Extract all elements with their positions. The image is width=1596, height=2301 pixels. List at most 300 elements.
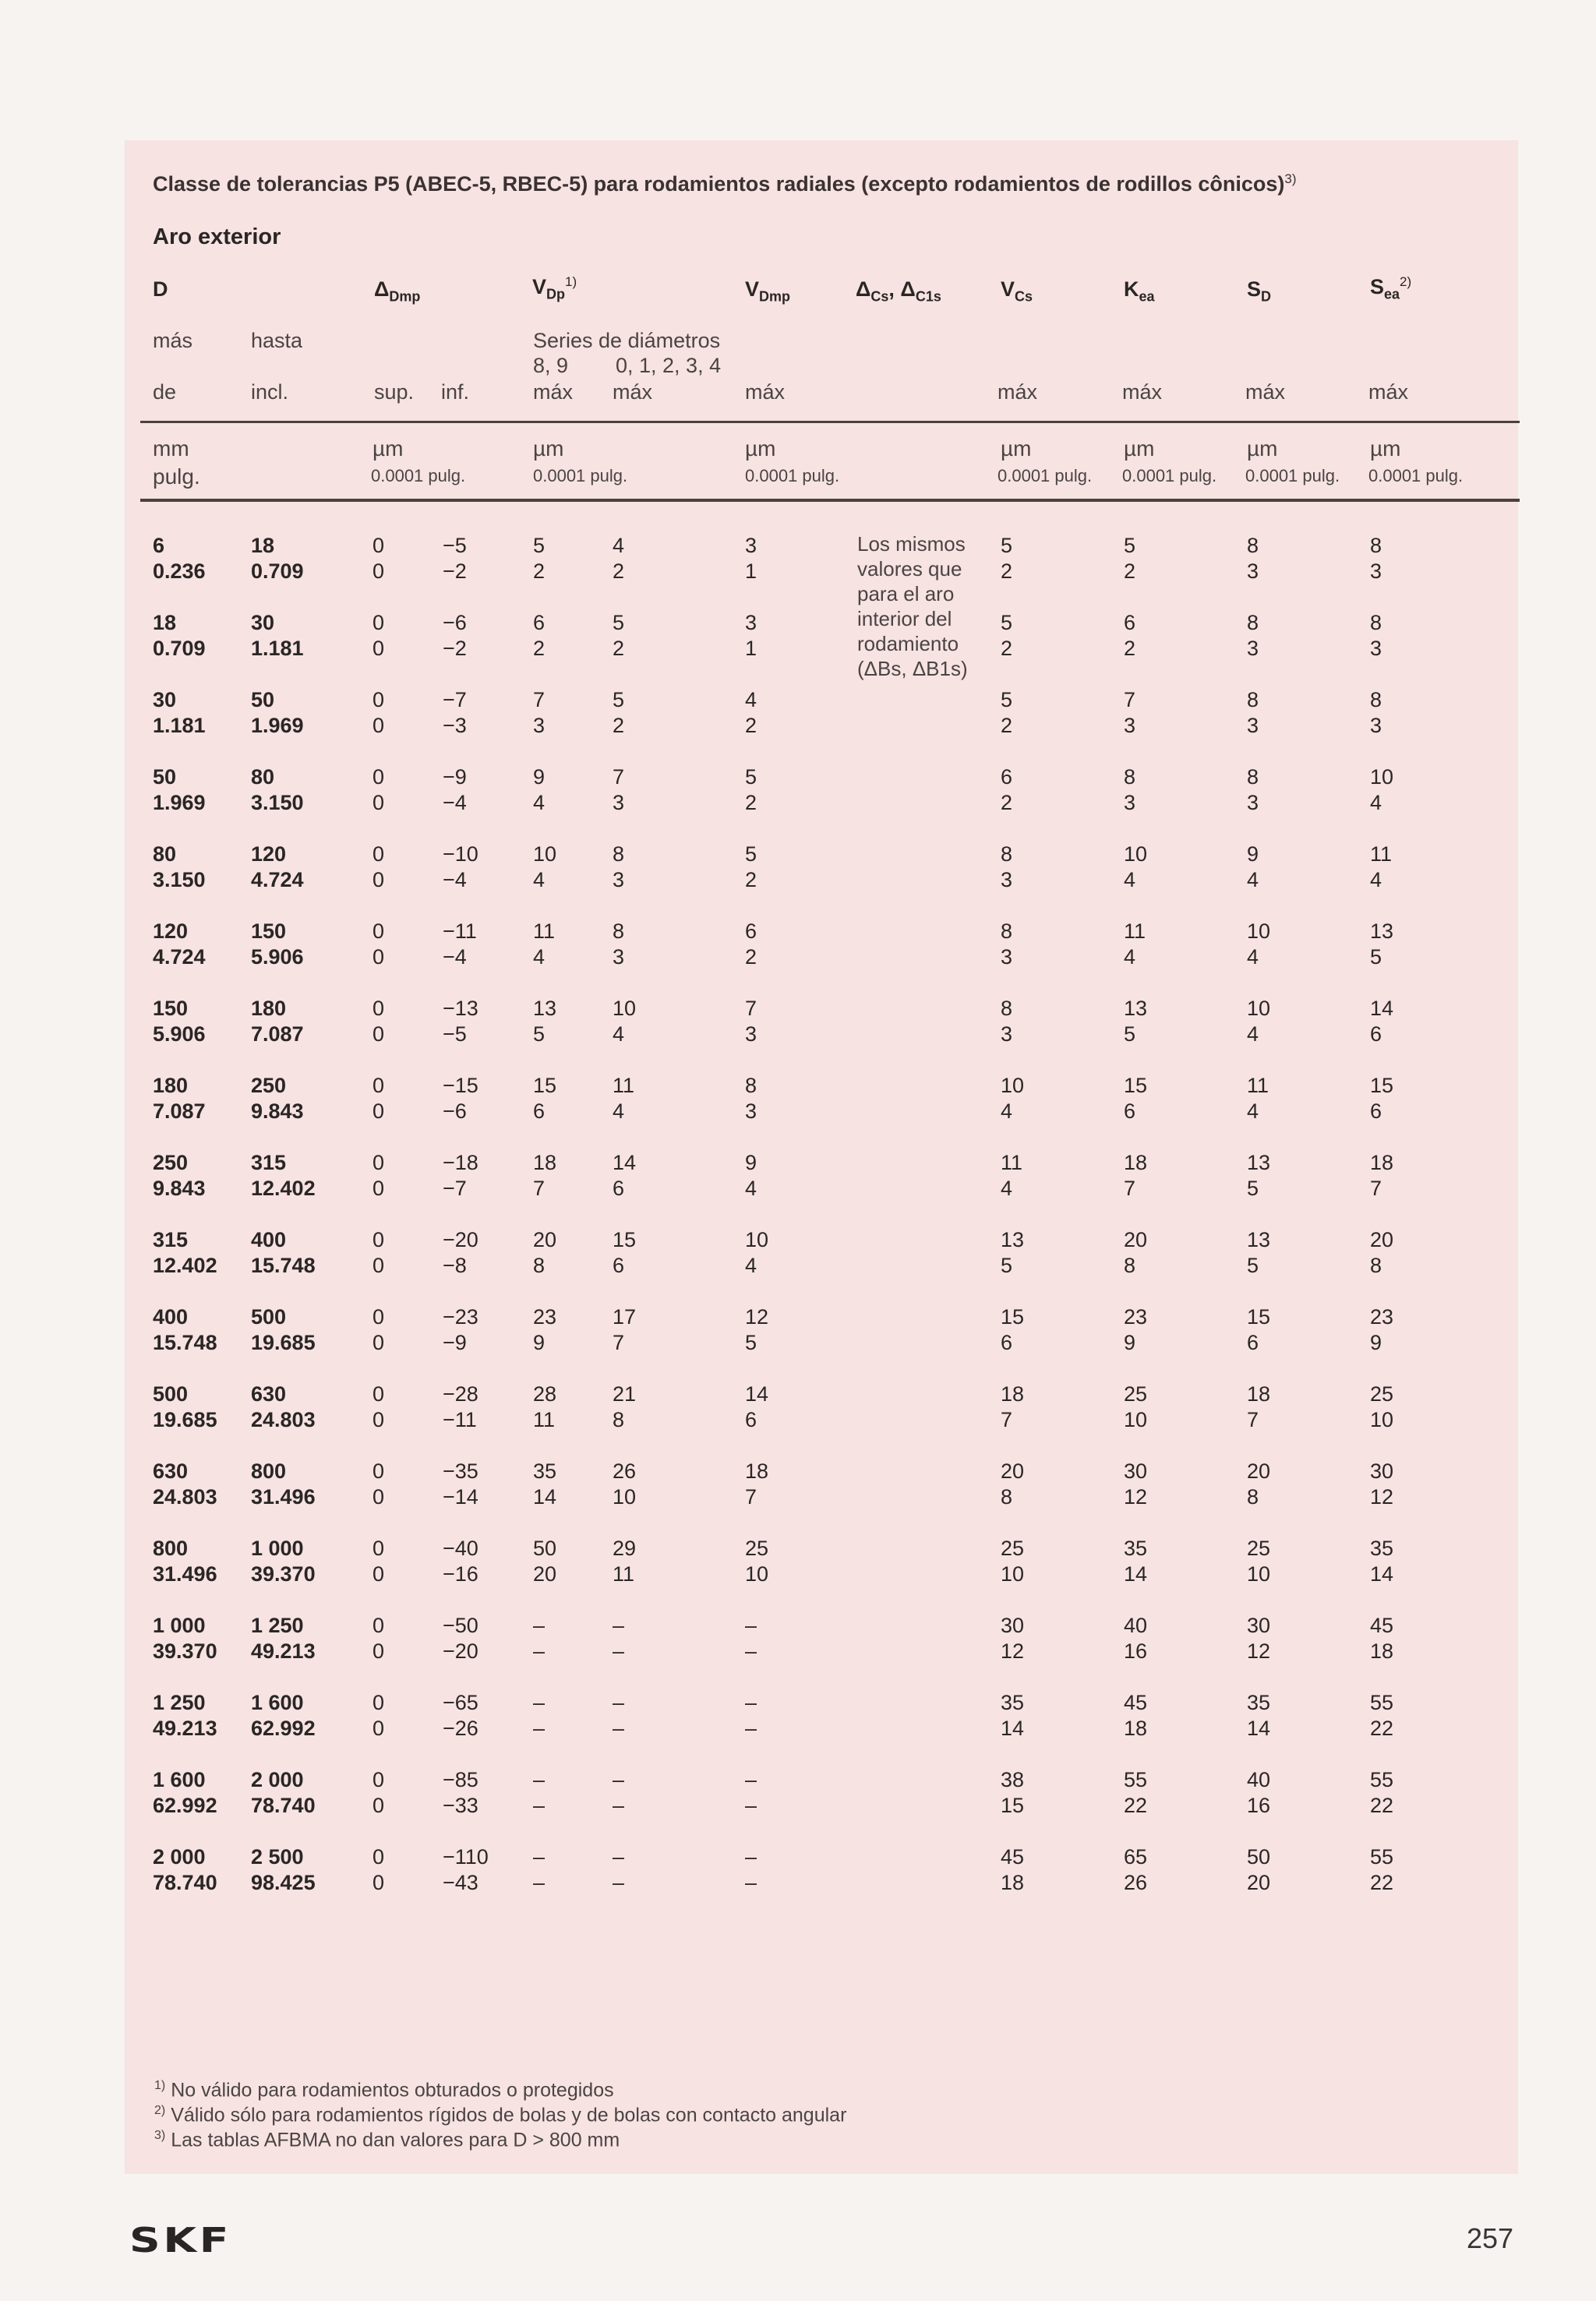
cell-sup-inch: 0 bbox=[373, 868, 385, 891]
cell-d2 bbox=[251, 1613, 316, 1664]
cell-d1 bbox=[153, 919, 206, 970]
unit-pulg-vdmp: 0.0001 pulg. bbox=[745, 466, 840, 485]
cell-d1 bbox=[153, 610, 206, 662]
cell-d1 bbox=[153, 1459, 217, 1510]
cell-d1 bbox=[153, 687, 206, 739]
cell-inf-inch: −9 bbox=[443, 1331, 467, 1354]
cell-sd-inch: 3 bbox=[1247, 714, 1259, 737]
cell-sup-inch: 0 bbox=[373, 1022, 385, 1046]
cell-sd-inch: 10 bbox=[1247, 1562, 1271, 1586]
cell-vcs-metric: 8 bbox=[1001, 919, 1013, 943]
cell-sup-inch: 0 bbox=[373, 1562, 385, 1586]
cell-inf-metric: −15 bbox=[443, 1074, 478, 1097]
cell-sup-metric: 0 bbox=[373, 919, 385, 943]
cell-vcs-metric: 38 bbox=[1001, 1768, 1025, 1791]
unit-um-kea: µm bbox=[1124, 436, 1155, 461]
cell-vdp2-inch: 2 bbox=[613, 559, 625, 583]
cell-vdp1-inch: 11 bbox=[533, 1408, 556, 1431]
units-rule bbox=[140, 499, 1520, 502]
cell-kea-inch: 7 bbox=[1124, 1177, 1136, 1200]
cell-sd-metric: 30 bbox=[1247, 1614, 1271, 1637]
cell-vdp1-inch: 2 bbox=[533, 637, 546, 660]
cell-inf bbox=[443, 610, 467, 662]
cell-sd-inch: 3 bbox=[1247, 559, 1259, 583]
cell-d2-metric: 180 bbox=[251, 997, 287, 1020]
cell-vdp1-metric: 11 bbox=[533, 919, 556, 943]
cell-sup-metric: 0 bbox=[373, 1151, 385, 1174]
cell-vdp1 bbox=[533, 610, 545, 662]
cell-vdp1-inch: 5 bbox=[533, 1022, 546, 1046]
cell-d2-inch: 1.181 bbox=[251, 637, 304, 660]
header-delta-cs: $\Delta_{Cs}$, $\Delta_{C1s}$ bbox=[856, 277, 941, 305]
cell-vdp2-metric: 14 bbox=[613, 1151, 637, 1174]
cell-inf bbox=[443, 764, 467, 816]
cell-kea bbox=[1124, 610, 1135, 662]
cell-vdp1-metric: 6 bbox=[533, 611, 546, 634]
cell-inf bbox=[443, 1767, 478, 1819]
cell-inf-metric: −18 bbox=[443, 1151, 478, 1174]
cell-vdmp-metric: – bbox=[745, 1768, 757, 1791]
cell-sup-metric: 0 bbox=[373, 765, 385, 789]
cell-vdmp-metric: – bbox=[745, 1691, 757, 1714]
cell-d1-inch: 39.370 bbox=[153, 1639, 217, 1663]
cell-vdp2 bbox=[613, 996, 636, 1047]
cell-kea bbox=[1124, 687, 1135, 739]
cell-sup bbox=[373, 687, 384, 739]
cell-vdp2-inch: 3 bbox=[613, 791, 625, 814]
cell-inf-metric: −110 bbox=[443, 1845, 489, 1869]
header-mas: más bbox=[153, 329, 193, 352]
cell-vdp1 bbox=[533, 533, 545, 584]
table-row bbox=[0, 1613, 1596, 1664]
cell-vdmp bbox=[745, 996, 757, 1047]
cell-d2-metric: 1 250 bbox=[251, 1614, 304, 1637]
cell-kea-metric: 55 bbox=[1124, 1768, 1148, 1791]
cell-vdmp-inch: 6 bbox=[745, 1408, 757, 1431]
unit-pulg-vcs: 0.0001 pulg. bbox=[998, 466, 1093, 485]
cell-sea bbox=[1370, 1690, 1393, 1742]
cell-vdmp bbox=[745, 1382, 768, 1433]
cell-d2-inch: 5.906 bbox=[251, 945, 304, 969]
cell-sd bbox=[1247, 1073, 1269, 1124]
cell-d2-metric: 30 bbox=[251, 611, 275, 634]
cell-vcs-metric: 45 bbox=[1001, 1845, 1025, 1869]
cell-vdp1-inch: 7 bbox=[533, 1177, 546, 1200]
cell-sup-metric: 0 bbox=[373, 1845, 385, 1869]
cell-sea bbox=[1370, 1459, 1393, 1510]
cell-kea bbox=[1124, 1536, 1147, 1587]
cell-sd-inch: 3 bbox=[1247, 637, 1259, 660]
cell-vdmp-inch: 5 bbox=[745, 1331, 757, 1354]
cell-d1-metric: 800 bbox=[153, 1537, 189, 1560]
cell-sea-metric: 30 bbox=[1370, 1459, 1394, 1483]
cell-sd bbox=[1247, 996, 1270, 1047]
cell-vdmp bbox=[745, 1690, 757, 1742]
cell-inf-metric: −9 bbox=[443, 765, 467, 789]
cell-inf bbox=[443, 533, 467, 584]
cell-vcs-inch: 2 bbox=[1001, 791, 1013, 814]
cell-vdp1 bbox=[533, 1844, 545, 1896]
cell-kea-inch: 2 bbox=[1124, 637, 1136, 660]
cell-kea-metric: 40 bbox=[1124, 1614, 1148, 1637]
cell-sup bbox=[373, 533, 384, 584]
cell-kea-metric: 10 bbox=[1124, 842, 1148, 866]
cell-sea bbox=[1370, 1304, 1393, 1356]
cell-sea-metric: 8 bbox=[1370, 534, 1382, 557]
cell-sd-inch: 4 bbox=[1247, 1022, 1259, 1046]
cell-inf-inch: −26 bbox=[443, 1717, 478, 1740]
cell-kea-metric: 65 bbox=[1124, 1845, 1148, 1869]
cell-sd bbox=[1247, 1459, 1270, 1510]
cell-inf-metric: −7 bbox=[443, 688, 467, 711]
cell-sup bbox=[373, 996, 384, 1047]
cell-sup-metric: 0 bbox=[373, 611, 385, 634]
cell-d1 bbox=[153, 1382, 217, 1433]
cell-d1-metric: 30 bbox=[153, 688, 177, 711]
cell-kea-metric: 6 bbox=[1124, 611, 1136, 634]
cell-sd-inch: 7 bbox=[1247, 1408, 1259, 1431]
cell-d1-inch: 3.150 bbox=[153, 868, 206, 891]
cell-inf-inch: −8 bbox=[443, 1254, 467, 1277]
cell-kea-metric: 35 bbox=[1124, 1537, 1148, 1560]
cell-inf bbox=[443, 1536, 478, 1587]
cell-vcs bbox=[1001, 687, 1012, 739]
cell-d1-metric: 180 bbox=[153, 1074, 189, 1097]
cell-sup bbox=[373, 1459, 384, 1510]
cell-sea-inch: 5 bbox=[1370, 945, 1382, 969]
cell-kea-metric: 30 bbox=[1124, 1459, 1148, 1483]
cell-vcs bbox=[1001, 1767, 1024, 1819]
cell-vdp1 bbox=[533, 764, 545, 816]
cell-sd-inch: 8 bbox=[1247, 1485, 1259, 1509]
cell-sup bbox=[373, 1073, 384, 1124]
cell-sup-inch: 0 bbox=[373, 1871, 385, 1894]
cell-d1-metric: 18 bbox=[153, 611, 177, 634]
header-max-vdp2: máx bbox=[613, 380, 653, 404]
cell-inf-inch: −4 bbox=[443, 791, 467, 814]
cell-sd-metric: 50 bbox=[1247, 1845, 1271, 1869]
cell-vdmp bbox=[745, 919, 757, 970]
cell-sea bbox=[1370, 533, 1382, 584]
cell-vdp1-metric: 23 bbox=[533, 1305, 557, 1329]
header-vdp: $V_{Dp}^{1)}$ bbox=[532, 274, 577, 302]
cell-d1-inch: 31.496 bbox=[153, 1562, 217, 1586]
cell-kea-inch: 3 bbox=[1124, 714, 1136, 737]
cell-d2 bbox=[251, 1844, 316, 1896]
cell-kea-inch: 18 bbox=[1124, 1717, 1148, 1740]
table-row bbox=[0, 610, 1596, 662]
cell-sd-metric: 10 bbox=[1247, 919, 1271, 943]
cell-vdp2 bbox=[613, 1613, 624, 1664]
cell-inf-inch: −4 bbox=[443, 868, 467, 891]
cell-d1-metric: 1 250 bbox=[153, 1691, 206, 1714]
cell-sup bbox=[373, 1690, 384, 1742]
cell-sd bbox=[1247, 1304, 1270, 1356]
cell-sup-inch: 0 bbox=[373, 1408, 385, 1431]
header-max-kea: máx bbox=[1122, 380, 1163, 404]
cell-vcs bbox=[1001, 1382, 1024, 1433]
cell-d2-metric: 1 000 bbox=[251, 1537, 304, 1560]
cell-d1 bbox=[153, 1767, 217, 1819]
cell-vdmp-inch: 2 bbox=[745, 791, 757, 814]
header-d: D bbox=[153, 277, 168, 301]
cell-sea-inch: 12 bbox=[1370, 1485, 1394, 1509]
unit-um-sd: µm bbox=[1247, 436, 1278, 461]
cell-d1-metric: 150 bbox=[153, 997, 189, 1020]
cell-sup bbox=[373, 764, 384, 816]
cell-vdmp-metric: 7 bbox=[745, 997, 757, 1020]
cell-sea-metric: 25 bbox=[1370, 1382, 1394, 1406]
cell-d2 bbox=[251, 533, 304, 584]
cell-vdp2-metric: 26 bbox=[613, 1459, 637, 1483]
cell-sea bbox=[1370, 687, 1382, 739]
cell-sea-inch: 18 bbox=[1370, 1639, 1394, 1663]
cell-inf-inch: −2 bbox=[443, 637, 467, 660]
cell-sd-metric: 8 bbox=[1247, 688, 1259, 711]
cell-sea-metric: 13 bbox=[1370, 919, 1394, 943]
cell-vdp2 bbox=[613, 1767, 624, 1819]
cell-kea-inch: 4 bbox=[1124, 868, 1136, 891]
cell-sea bbox=[1370, 1073, 1393, 1124]
cell-kea-metric: 11 bbox=[1124, 919, 1146, 943]
cell-d1-metric: 250 bbox=[153, 1151, 189, 1174]
cell-vdmp-metric: 3 bbox=[745, 611, 757, 634]
cell-sd-metric: 18 bbox=[1247, 1382, 1271, 1406]
cell-vcs bbox=[1001, 1227, 1024, 1279]
cell-vdp2-metric: 21 bbox=[613, 1382, 637, 1406]
cell-vdp1-inch: – bbox=[533, 1794, 546, 1817]
cell-sup-inch: 0 bbox=[373, 637, 385, 660]
cell-d2-metric: 250 bbox=[251, 1074, 287, 1097]
cell-sd-metric: 8 bbox=[1247, 765, 1259, 789]
cell-vdmp-metric: 4 bbox=[745, 688, 757, 711]
cell-d2 bbox=[251, 1304, 316, 1356]
cell-inf-inch: −2 bbox=[443, 559, 467, 583]
cell-inf-inch: −14 bbox=[443, 1485, 478, 1509]
cell-vdp1-inch: 3 bbox=[533, 714, 546, 737]
cell-kea-inch: 2 bbox=[1124, 559, 1136, 583]
cell-sd-metric: 35 bbox=[1247, 1691, 1271, 1714]
cell-sup bbox=[373, 1844, 384, 1896]
cell-vdp2-metric: 7 bbox=[613, 765, 625, 789]
cell-d1 bbox=[153, 1304, 217, 1356]
cell-kea bbox=[1124, 842, 1147, 893]
cell-kea-inch: 22 bbox=[1124, 1794, 1148, 1817]
cell-kea bbox=[1124, 996, 1147, 1047]
cell-d2-inch: 39.370 bbox=[251, 1562, 316, 1586]
header-max-sea: máx bbox=[1368, 380, 1409, 404]
cell-sd-inch: 14 bbox=[1247, 1717, 1271, 1740]
cell-vcs-metric: 11 bbox=[1001, 1151, 1023, 1174]
footnote-1: $^{1)}$ No válido para rodamientos obturados o protegidos bbox=[154, 2079, 614, 2102]
cell-d2-metric: 50 bbox=[251, 688, 275, 711]
cell-vdmp-inch: – bbox=[745, 1717, 757, 1740]
cell-inf-metric: −13 bbox=[443, 997, 478, 1020]
cell-vdp2-inch: 7 bbox=[613, 1331, 625, 1354]
cell-vcs bbox=[1001, 1459, 1024, 1510]
cell-vcs-inch: 2 bbox=[1001, 637, 1013, 660]
table-subtitle: Aro exterior bbox=[153, 224, 281, 249]
cell-vdp1-metric: 10 bbox=[533, 842, 557, 866]
cell-vdp2-inch: 4 bbox=[613, 1022, 625, 1046]
cell-inf-inch: −6 bbox=[443, 1099, 467, 1123]
cell-kea-inch: 26 bbox=[1124, 1871, 1148, 1894]
cell-sea bbox=[1370, 996, 1393, 1047]
unit-pulg-kea: 0.0001 pulg. bbox=[1122, 466, 1217, 485]
table-row bbox=[0, 996, 1596, 1047]
table-row bbox=[0, 1459, 1596, 1510]
cell-vcs-metric: 5 bbox=[1001, 611, 1013, 634]
cell-vdp1-inch: – bbox=[533, 1871, 546, 1894]
cell-vdp1-metric: 9 bbox=[533, 765, 546, 789]
cell-kea bbox=[1124, 1227, 1147, 1279]
cell-kea-metric: 13 bbox=[1124, 997, 1148, 1020]
cell-d2 bbox=[251, 687, 304, 739]
cell-d1-metric: 120 bbox=[153, 919, 189, 943]
cell-inf-inch: −20 bbox=[443, 1639, 478, 1663]
cell-vdp1-inch: 14 bbox=[533, 1485, 557, 1509]
cell-sup-metric: 0 bbox=[373, 1614, 385, 1637]
table-row bbox=[0, 533, 1596, 584]
cell-vdmp-metric: 14 bbox=[745, 1382, 769, 1406]
cell-sd-inch: 6 bbox=[1247, 1331, 1259, 1354]
cell-vdmp-inch: – bbox=[745, 1639, 757, 1663]
cell-sea bbox=[1370, 1227, 1393, 1279]
cell-vdp1-metric: 7 bbox=[533, 688, 546, 711]
unit-um-vdmp: µm bbox=[745, 436, 776, 461]
cell-d2-inch: 31.496 bbox=[251, 1485, 316, 1509]
table-row bbox=[0, 764, 1596, 816]
cell-sd-inch: 5 bbox=[1247, 1254, 1259, 1277]
cell-inf-inch: −16 bbox=[443, 1562, 478, 1586]
cell-sup bbox=[373, 1304, 384, 1356]
cell-d1-metric: 400 bbox=[153, 1305, 189, 1329]
cell-vdmp bbox=[745, 842, 757, 893]
cell-d2 bbox=[251, 610, 304, 662]
header-sup: sup. bbox=[374, 380, 415, 404]
cell-vcs-metric: 5 bbox=[1001, 534, 1013, 557]
cell-kea-metric: 45 bbox=[1124, 1691, 1148, 1714]
header-max-vdp1: máx bbox=[533, 380, 574, 404]
table-row bbox=[0, 842, 1596, 893]
cell-inf bbox=[443, 1844, 489, 1896]
cell-sea-metric: 18 bbox=[1370, 1151, 1394, 1174]
cell-sup-metric: 0 bbox=[373, 1691, 385, 1714]
cell-sd-metric: 8 bbox=[1247, 534, 1259, 557]
cell-d1-metric: 2 000 bbox=[153, 1845, 206, 1869]
cell-inf-inch: −33 bbox=[443, 1794, 478, 1817]
cell-sup-metric: 0 bbox=[373, 842, 385, 866]
cell-sd-inch: 4 bbox=[1247, 868, 1259, 891]
cell-vdmp-inch: 10 bbox=[745, 1562, 769, 1586]
cell-vdp2-inch: 3 bbox=[613, 868, 625, 891]
cell-sup-inch: 0 bbox=[373, 791, 385, 814]
cell-kea-inch: 5 bbox=[1124, 1022, 1136, 1046]
cell-sea bbox=[1370, 919, 1393, 970]
cell-vcs bbox=[1001, 1844, 1024, 1896]
cell-vdmp-inch: – bbox=[745, 1871, 757, 1894]
cell-kea bbox=[1124, 1073, 1147, 1124]
cell-sd bbox=[1247, 1150, 1270, 1202]
cell-sea-metric: 20 bbox=[1370, 1228, 1394, 1251]
cell-vdp1-metric: 13 bbox=[533, 997, 557, 1020]
table-row bbox=[0, 1844, 1596, 1896]
cell-vdp2-metric: 17 bbox=[613, 1305, 637, 1329]
cell-inf bbox=[443, 1227, 478, 1279]
cell-d2 bbox=[251, 1150, 316, 1202]
cell-sup-inch: 0 bbox=[373, 1794, 385, 1817]
cell-vcs-metric: 20 bbox=[1001, 1459, 1025, 1483]
cell-vdp2-inch: – bbox=[613, 1717, 625, 1740]
cell-sup bbox=[373, 1150, 384, 1202]
cell-sd-inch: 5 bbox=[1247, 1177, 1259, 1200]
unit-um-vcs: µm bbox=[1001, 436, 1032, 461]
cell-sup-inch: 0 bbox=[373, 1485, 385, 1509]
cell-vdmp-inch: – bbox=[745, 1794, 757, 1817]
cell-sd-metric: 40 bbox=[1247, 1768, 1271, 1791]
cell-vdp2-inch: 10 bbox=[613, 1485, 637, 1509]
cell-sea-metric: 8 bbox=[1370, 611, 1382, 634]
cell-vdmp bbox=[745, 1767, 757, 1819]
cell-sea bbox=[1370, 1613, 1393, 1664]
cell-vdp1 bbox=[533, 1690, 545, 1742]
cell-vdmp-inch: 2 bbox=[745, 868, 757, 891]
cell-d1-metric: 80 bbox=[153, 842, 177, 866]
cell-sea-inch: 8 bbox=[1370, 1254, 1382, 1277]
cell-vcs-inch: 2 bbox=[1001, 559, 1013, 583]
cell-sd bbox=[1247, 1536, 1270, 1587]
cell-vdmp-metric: 5 bbox=[745, 842, 757, 866]
cell-sd bbox=[1247, 764, 1259, 816]
cell-vdp1-inch: 8 bbox=[533, 1254, 546, 1277]
cell-vdp2-inch: 2 bbox=[613, 714, 625, 737]
cell-kea-metric: 5 bbox=[1124, 534, 1136, 557]
cell-sea-inch: 14 bbox=[1370, 1562, 1394, 1586]
cell-sd-metric: 25 bbox=[1247, 1537, 1271, 1560]
table-title: Classe de tolerancias P5 (ABEC-5, RBEC-5) para rodamientos radiales (excepto rodamientos de rodillos cônicos)$^{3)}$ bbox=[153, 171, 1297, 196]
cell-vdmp-inch: 2 bbox=[745, 945, 757, 969]
header-series-a: 8, 9 bbox=[533, 354, 569, 377]
cell-vdp2 bbox=[613, 1304, 636, 1356]
cell-sup-metric: 0 bbox=[373, 1305, 385, 1329]
cell-inf-metric: −20 bbox=[443, 1228, 478, 1251]
header-incl: incl. bbox=[251, 380, 289, 404]
cell-vcs-inch: 4 bbox=[1001, 1177, 1013, 1200]
cell-sea bbox=[1370, 1150, 1393, 1202]
cell-d1-inch: 19.685 bbox=[153, 1408, 217, 1431]
header-de: de bbox=[153, 380, 177, 404]
cell-sd-metric: 9 bbox=[1247, 842, 1259, 866]
cell-sup-inch: 0 bbox=[373, 1099, 385, 1123]
cell-d1-metric: 1 600 bbox=[153, 1768, 206, 1791]
cell-vdp2-inch: 3 bbox=[613, 945, 625, 969]
cell-vdp1-inch: 4 bbox=[533, 945, 546, 969]
cell-d1-inch: 9.843 bbox=[153, 1177, 206, 1200]
cell-sea bbox=[1370, 1382, 1393, 1433]
cell-vdp1 bbox=[533, 1459, 556, 1510]
cell-vcs-metric: 25 bbox=[1001, 1537, 1025, 1560]
footnote-3: $^{3)}$ Las tablas AFBMA no dan valores para D > 800 mm bbox=[154, 2129, 620, 2151]
cell-kea bbox=[1124, 1459, 1147, 1510]
cell-sd-metric: 8 bbox=[1247, 611, 1259, 634]
cell-d1-inch: 49.213 bbox=[153, 1717, 217, 1740]
cell-sd-metric: 15 bbox=[1247, 1305, 1271, 1329]
cell-vdp2-metric: 10 bbox=[613, 997, 637, 1020]
cell-vdmp bbox=[745, 1150, 757, 1202]
cell-vdmp bbox=[745, 1613, 757, 1664]
cell-d1-inch: 7.087 bbox=[153, 1099, 206, 1123]
cell-vdp2 bbox=[613, 1844, 624, 1896]
